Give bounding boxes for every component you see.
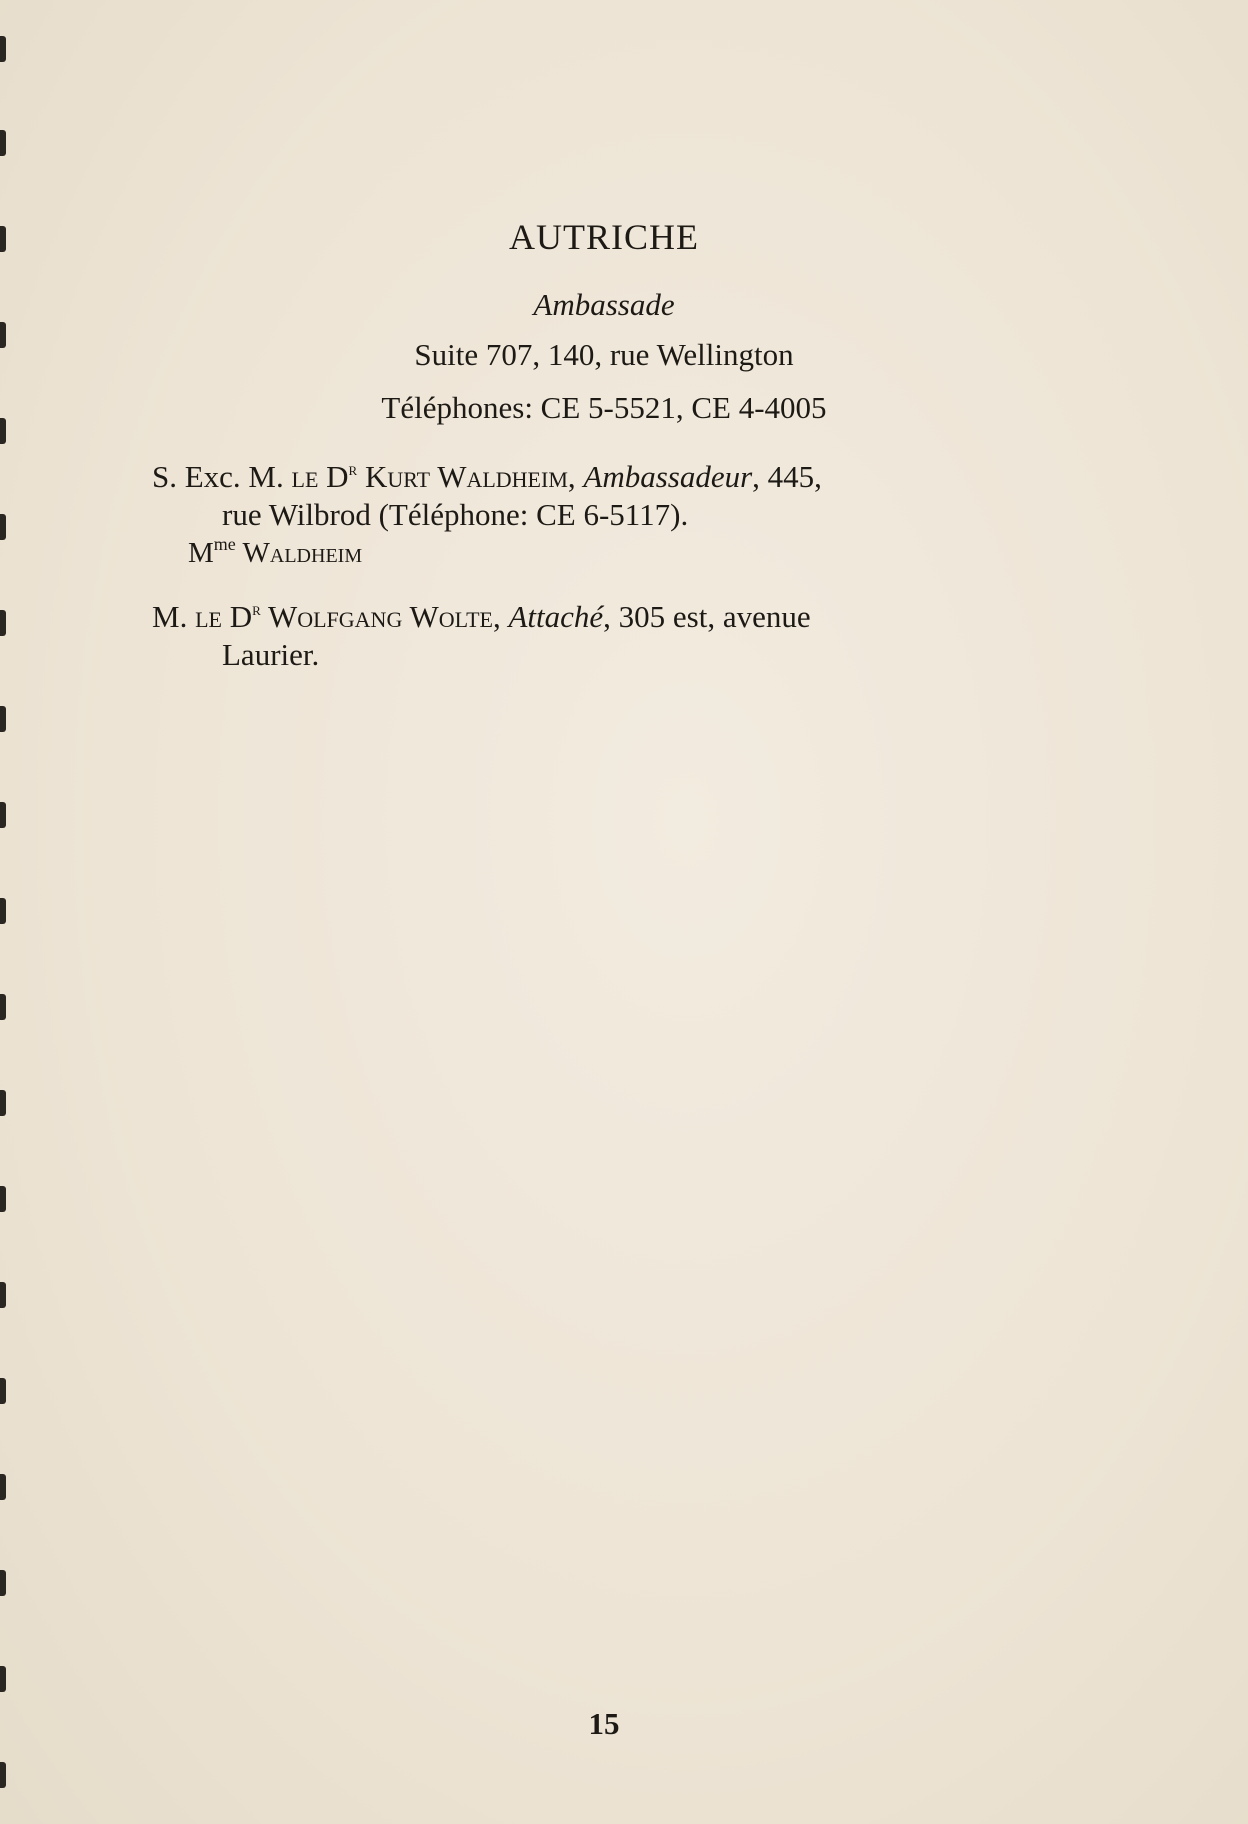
country-heading: AUTRICHE xyxy=(509,217,699,257)
entry-name: Wolfgang Wolte xyxy=(260,599,493,634)
spouse-line: $M^{me}$ Waldheim xyxy=(188,534,363,569)
entry-prefix: M. xyxy=(152,599,196,634)
entry-role: Ambassadeur xyxy=(583,459,753,494)
entry-name: Kurt Waldheim xyxy=(357,459,568,494)
mission-address: Suite 707, 140, rue Wellington xyxy=(414,337,794,372)
spiral-binding xyxy=(0,0,8,1824)
entry-role: Attaché xyxy=(508,599,604,634)
entry-prefix: S. Exc. M. xyxy=(152,459,292,494)
entry-ambassador: S. Exc. M. le $D^r$ Kurt Waldheim, Ambassadeur, 445, rue Wilbrod (Téléphone: CE 6-5117). xyxy=(152,458,1062,534)
entry-attache: M. le $D^r$ Wolfgang Wolte, Attaché, 305 est, avenue Laurier. xyxy=(152,598,1062,674)
entry-title: le $D^r$ xyxy=(195,599,261,634)
entry-details-line1: , 445, xyxy=(752,459,822,494)
page-number: 15 xyxy=(588,1706,620,1741)
entry-details-line1: , 305 est, avenue xyxy=(603,599,811,634)
entry-details-line2: Laurier. xyxy=(222,637,320,672)
entry-title: le $D^r$ xyxy=(291,459,358,494)
mission-phones: Téléphones: CE 5-5521, CE 4-4005 xyxy=(381,390,827,425)
mission-type: Ambassade xyxy=(533,287,675,322)
entry-details-line2: rue Wilbrod (Téléphone: CE 6-5117). xyxy=(222,497,689,532)
